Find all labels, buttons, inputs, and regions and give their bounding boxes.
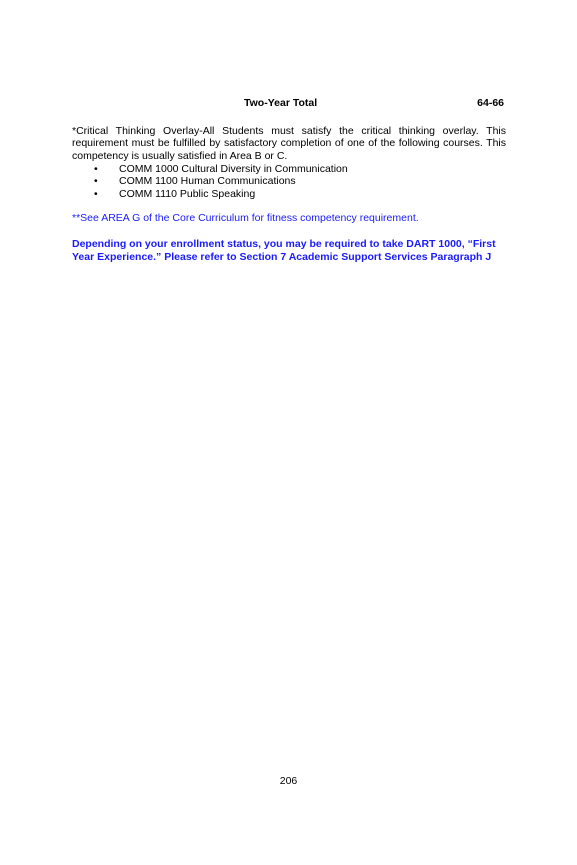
critical-thinking-paragraph: *Critical Thinking Overlay-All Students must satisfy the critical thinking overlay. This requirement must be fulfilled by satisfactory completion of one of the following courses. This competency is usually satisfied in Area B or C. (72, 125, 506, 162)
bullet-icon: • (94, 187, 98, 200)
list-item (72, 175, 502, 187)
area-g-note: **See AREA G of the Core Curriculum for fitness competency requirement. (72, 212, 419, 224)
two-year-total-row (72, 97, 504, 111)
course-name: COMM 1100 Human Communications (119, 175, 296, 188)
course-name: COMM 1000 Cultural Diversity in Communication (119, 163, 348, 175)
course-list (72, 163, 502, 200)
two-year-total-label: Two-Year Total (244, 97, 318, 109)
bullet-icon: • (94, 175, 98, 188)
bullet-icon: • (94, 163, 98, 175)
list-item (72, 163, 502, 175)
page-number: 206 (279, 775, 298, 787)
list-item (72, 188, 502, 200)
course-name: COMM 1110 Public Speaking (119, 187, 256, 200)
enrollment-note: Depending on your enrollment status, you may be required to take DART 1000, “First Year Experience.” Please refer to Section 7 Academic Support Services Paragraph J (72, 238, 496, 263)
two-year-total-hours: 64-66 (477, 97, 504, 109)
